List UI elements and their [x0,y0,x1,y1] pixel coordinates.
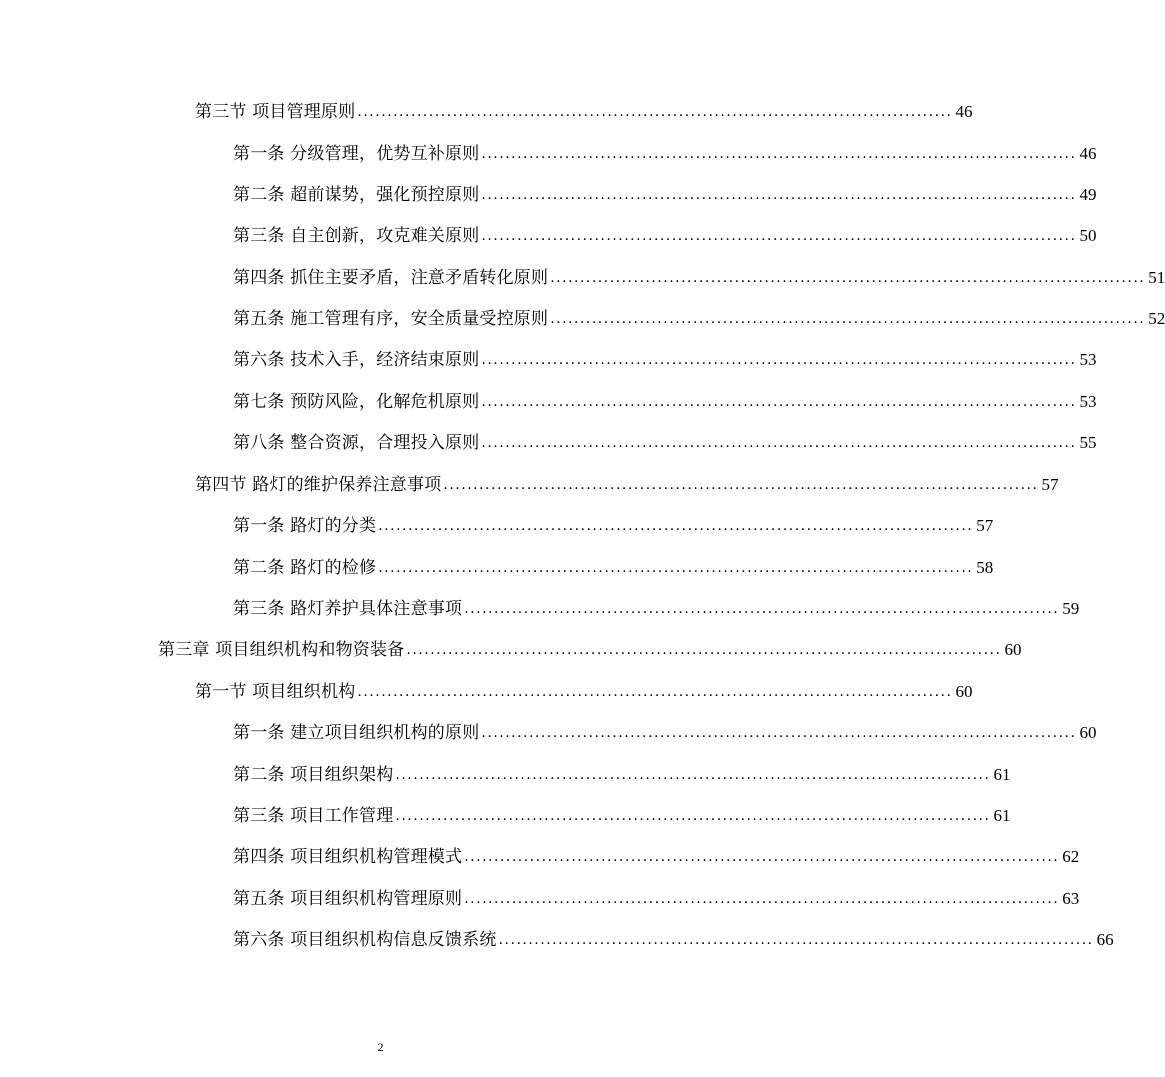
toc-entry-page: 49 [1079,185,1097,204]
toc-entry-article [233,301,1165,331]
toc-entry-title: 第一条 建立项目组织机构的原则 [233,723,480,743]
toc-entry-article [233,508,994,538]
toc-entry-article [233,757,1011,787]
toc-entry-title: 第六条 技术入手，经济结束原则 [233,350,480,370]
toc-entry-page: 51 [1148,268,1165,287]
toc-entry-article [233,136,1097,166]
dot-leader: .................................................................................................... [443,477,1039,493]
dot-leader: .................................................................................................... [481,146,1077,162]
toc-entry-page: 66 [1096,930,1114,949]
toc-entry-page: 58 [976,558,994,577]
toc-entry-page: 57 [1041,475,1059,494]
dot-leader: .................................................................................................... [378,518,974,534]
toc-entry-article [233,881,1080,911]
toc-entry-article [233,715,1097,745]
dot-leader: .................................................................................................... [464,849,1060,865]
dot-leader: .................................................................................................... [357,684,953,700]
toc-entry-page: 57 [976,516,994,535]
toc-entry-page: 62 [1062,847,1080,866]
toc-entry-page: 53 [1079,350,1097,369]
toc-entry-page: 60 [955,682,973,701]
toc-entry-title: 第二条 路灯的检修 [233,558,377,578]
dot-leader: .................................................................................................... [406,642,1002,658]
toc-entry-title: 第四节 路灯的维护保养注意事项 [195,475,442,495]
toc-entry-article [233,384,1097,414]
page-number: 2 [377,1040,384,1054]
toc-entry-article [233,177,1097,207]
toc-entry-page: 59 [1062,599,1080,618]
toc-entry-title: 第二条 项目组织架构 [233,765,394,785]
toc-entry-article [233,260,1165,290]
toc-entry-title: 第六条 项目组织机构信息反馈系统 [233,930,497,950]
toc-entry-title: 第二条 超前谋势，强化预控原则 [233,185,480,205]
toc-entry-page: 60 [1079,723,1097,742]
dot-leader: .................................................................................................... [395,808,991,824]
dot-leader: .................................................................................................... [395,767,991,783]
dot-leader: .................................................................................................... [378,560,974,576]
toc-entry-title: 第三条 路灯养护具体注意事项 [233,599,463,619]
dot-leader: .................................................................................................... [498,932,1094,948]
toc-entry-title: 第三章 项目组织机构和物资装备 [158,640,405,660]
toc-entry-article [233,425,1097,455]
toc-entry-title: 第五条 项目组织机构管理原则 [233,889,463,909]
toc-entry-article [233,591,1080,621]
toc-entry-title: 第一条 路灯的分类 [233,516,377,536]
toc-entry-title: 第三条 自主创新，攻克难关原则 [233,226,480,246]
toc-entry-page: 61 [993,806,1011,825]
toc-entry-chapter [158,632,1022,662]
toc-entry-title: 第七条 预防风险，化解危机原则 [233,392,480,412]
toc-entry-title: 第三节 项目管理原则 [195,102,356,122]
toc-entry-page: 52 [1148,309,1165,328]
toc-entry-title: 第一条 分级管理，优势互补原则 [233,144,480,164]
dot-leader: .................................................................................................... [464,601,1060,617]
toc-entry-article [233,922,1114,952]
dot-leader: .................................................................................................... [481,228,1077,244]
toc-entry-page: 63 [1062,889,1080,908]
toc-entry-title: 第四条 抓住主要矛盾，注意矛盾转化原则 [233,268,549,288]
toc-entry-page: 50 [1079,226,1097,245]
toc-entry-title: 第五条 施工管理有序，安全质量受控原则 [233,309,549,329]
toc-entry-page: 55 [1079,433,1097,452]
toc-entry-title: 第八条 整合资源，合理投入原则 [233,433,480,453]
toc-entry-page: 46 [955,102,973,121]
toc-entry-article [233,798,1011,828]
toc-entry-page: 61 [993,765,1011,784]
dot-leader: .................................................................................................... [550,270,1146,286]
toc-entry-page: 46 [1079,144,1097,163]
toc-entry-title: 第三条 项目工作管理 [233,806,394,826]
dot-leader: .................................................................................................... [481,352,1077,368]
dot-leader: .................................................................................................... [464,891,1060,907]
dot-leader: .................................................................................................... [481,187,1077,203]
toc-entry-section [195,94,973,124]
toc-entry-title: 第一节 项目组织机构 [195,682,356,702]
toc-entry-article [233,218,1097,248]
toc-entry-page: 60 [1004,640,1022,659]
toc-entry-page: 53 [1079,392,1097,411]
dot-leader: .................................................................................................... [357,104,953,120]
dot-leader: .................................................................................................... [481,394,1077,410]
dot-leader: .................................................................................................... [481,725,1077,741]
dot-leader: .................................................................................................... [481,435,1077,451]
toc-entry-article [233,342,1097,372]
toc-entry-title: 第四条 项目组织机构管理模式 [233,847,463,867]
dot-leader: .................................................................................................... [550,311,1146,327]
toc-entry-section [195,467,1059,497]
toc-entry-section [195,674,973,704]
toc-entry-article [233,550,994,580]
toc-entry-article [233,839,1080,869]
